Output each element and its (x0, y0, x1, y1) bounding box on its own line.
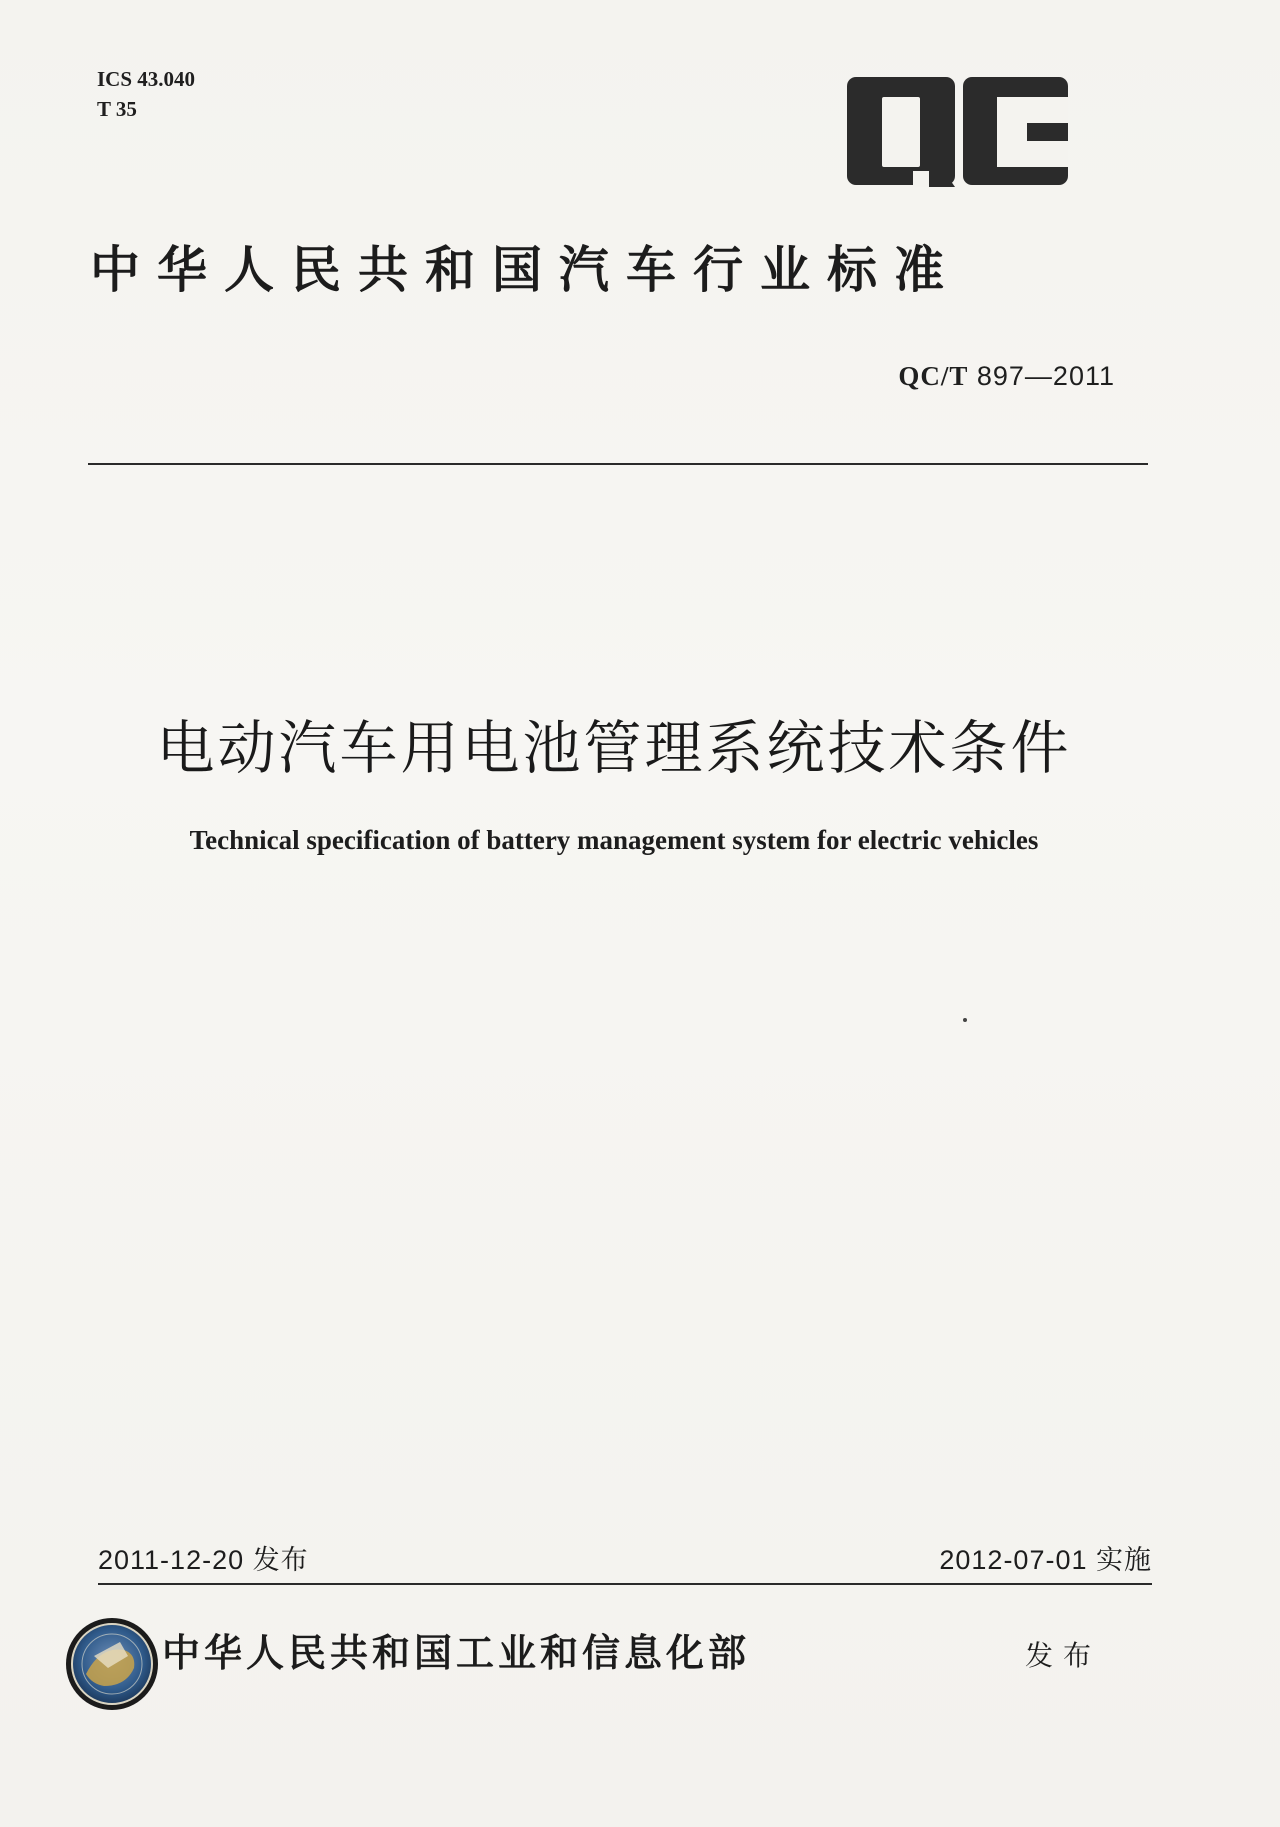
qc-logo-c-letter (963, 77, 1068, 185)
implementation-date: 2012-07-01 实施 (939, 1545, 1152, 1575)
qc-logo-q-letter (847, 77, 955, 187)
publisher-name: 中华人民共和国工业和信息化部 (162, 1630, 751, 1675)
bottom-divider (98, 1583, 1152, 1585)
standard-number (898, 358, 1115, 394)
category-code: T 35 (97, 97, 137, 121)
issue-date: 2011-12-20 发布 (98, 1545, 309, 1575)
classification-codes (97, 64, 195, 124)
document-title-chinese: 电动汽车用电池管理系统技术条件 (156, 714, 1072, 782)
standard-category-title: 中华人民共和国汽车行业标准 (90, 240, 961, 299)
publish-label: 发布 (1025, 1639, 1102, 1672)
standard-number-prefix: QC/T (898, 361, 969, 391)
top-divider (88, 463, 1148, 465)
print-speck (963, 1018, 967, 1022)
ics-code: ICS 43.040 (97, 67, 196, 91)
ministry-seal-icon (64, 1616, 160, 1712)
standard-number-body: 897—2011 (968, 361, 1115, 391)
qc-logo (845, 75, 1070, 190)
document-title-english: Technical specification of battery management system for electric vehicles (189, 825, 1039, 855)
